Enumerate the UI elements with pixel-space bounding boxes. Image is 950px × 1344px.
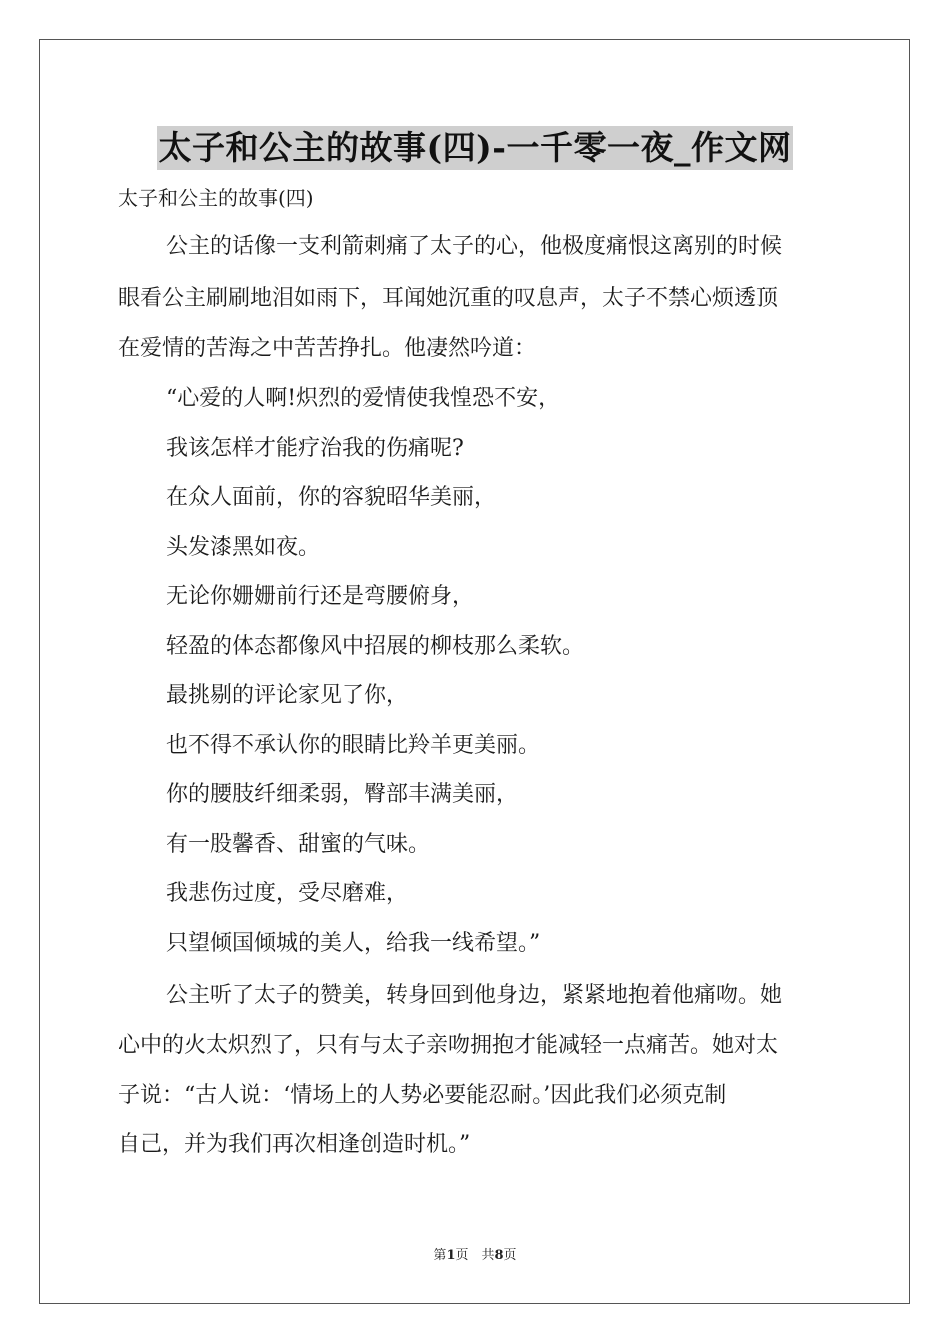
page-border — [39, 39, 910, 1304]
footer-prefix: 第 — [433, 1248, 447, 1263]
document-title: 太子和公主的故事(四)-一千零一夜_作文网 — [157, 126, 794, 170]
poem-line: 我该怎样才能疗治我的伤痛呢? — [166, 436, 464, 461]
document-subtitle: 太子和公主的故事(四) — [118, 186, 314, 210]
body-line: 心中的火太炽烈了，只有与太子亲吻拥抱才能减轻一点痛苦。她对太 — [118, 1033, 779, 1058]
body-line: 在爱情的苦海之中苦苦挣扎。他凄然吟道： — [118, 336, 537, 361]
poem-line: 我悲伤过度，受尽磨难， — [166, 881, 409, 906]
body-line: 公主的话像一支利箭刺痛了太子的心，他极度痛恨这离别的时候 — [166, 234, 783, 259]
body-line: 子说：“古人说：‘情场上的人势必要能忍耐。’因此我们必须克制 — [118, 1083, 727, 1108]
poem-line: “心爱的人啊!炽烈的爱情使我惶恐不安， — [166, 386, 561, 411]
total-page-number: 8 — [494, 1248, 504, 1263]
poem-line: 你的腰肢纤细柔弱，臀部丰满美丽， — [166, 782, 519, 807]
poem-line: 轻盈的体态都像风中招展的柳枝那么柔软。 — [166, 634, 585, 659]
footer-mid: 页 共 — [455, 1248, 495, 1263]
poem-line: 头发漆黑如夜。 — [166, 535, 321, 560]
poem-line: 有一股馨香、甜蜜的气味。 — [166, 832, 431, 857]
title-container — [0, 126, 950, 170]
body-line: 眼看公主刷刷地泪如雨下，耳闻她沉重的叹息声，太子不禁心烦透顶 — [118, 286, 779, 311]
poem-line: 无论你姗姗前行还是弯腰俯身， — [166, 584, 475, 609]
poem-line: 也不得不承认你的眼睛比羚羊更美丽。 — [166, 733, 541, 758]
footer-suffix: 页 — [503, 1248, 517, 1263]
poem-line: 只望倾国倾城的美人，给我一线希望。” — [166, 931, 541, 956]
body-line: 公主听了太子的赞美，转身回到他身边，紧紧地抱着他痛吻。她 — [166, 983, 783, 1008]
body-line: 自己，并为我们再次相逢创造时机。” — [118, 1132, 471, 1157]
current-page-number: 1 — [446, 1248, 456, 1263]
poem-line: 在众人面前，你的容貌昭华美丽， — [166, 485, 497, 510]
page-footer — [0, 1244, 950, 1263]
poem-line: 最挑剔的评论家见了你， — [166, 683, 409, 708]
